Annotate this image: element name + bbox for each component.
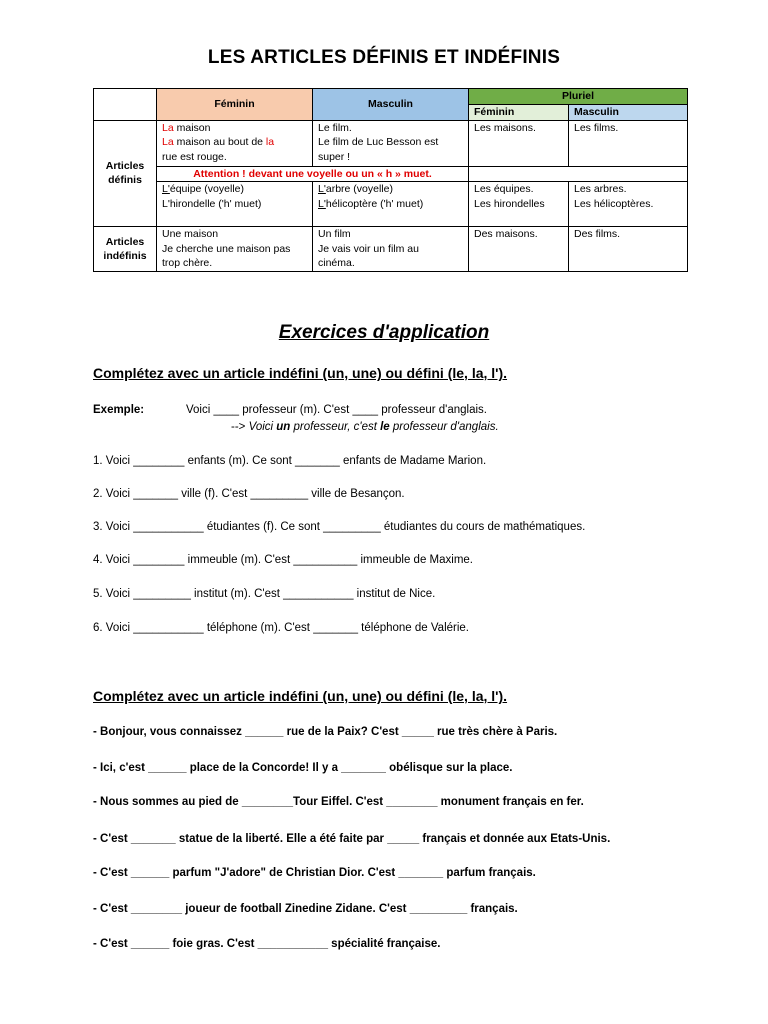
exercise-item: - Bonjour, vous connaissez ______ rue de la Paix? C'est _____ rue très chère à Paris. (93, 726, 558, 738)
exercises-title: Exercices d'application (278, 322, 490, 343)
cell-text: Les arbres. (574, 183, 627, 195)
exercise-item: - C'est ______ parfum "J'adore" de Christian Dior. C'est _______ parfum français. (93, 867, 536, 879)
exercise-item: - Ici, c'est ______ place de la Concorde! Il y a _______ obélisque sur la place. (93, 762, 513, 774)
cell-elision-feminin (157, 182, 313, 227)
cell-text: hélicoptère ('h' muet) (325, 197, 424, 210)
cell-elision-pluriel-masculin (569, 182, 688, 227)
answer-text: Voici (248, 421, 277, 433)
article-la: la (265, 136, 275, 148)
cell-indefinis-pluriel-feminin: Des maisons. (469, 227, 569, 272)
exercise-item: - C'est ________ joueur de football Zinedine Zidane. C'est _________ français. (93, 903, 518, 915)
answer-text: professeur d'anglais. (389, 421, 499, 433)
cell-text: trop chère. (162, 257, 213, 269)
table-corner-cell (94, 89, 157, 121)
row-label-definis (94, 120, 157, 227)
exercise-item: - Nous sommes au pied de ________Tour Eiffel. C'est ________ monument français en fer. (93, 796, 584, 808)
cell-elision-masculin (313, 182, 469, 227)
cell-indefinis-feminin (157, 227, 313, 272)
section1-heading: Complétez avec un article indéfini (un, une) ou défini (le, la, l'). (93, 365, 508, 381)
answer-article-un: un (276, 421, 291, 433)
cell-text: Les hirondelles (474, 197, 545, 210)
exercise-item: 6. Voici ___________ téléphone (m). C'est _______ téléphone de Valérie. (93, 622, 470, 634)
exercise-item: 1. Voici ________ enfants (m). Ce sont _______ enfants de Madame Marion. (93, 455, 487, 467)
example-answer (231, 421, 499, 433)
article-la: La (162, 136, 174, 148)
header-pluriel: Pluriel (469, 89, 688, 105)
example-text: Voici ____ professeur (m). C'est ____ professeur d'anglais. (186, 404, 487, 416)
empty-cell (469, 166, 688, 182)
cell-text: Une maison (162, 228, 219, 240)
cell-text: cinéma. (318, 257, 355, 269)
row-label-indefinis (94, 227, 157, 272)
header-feminin: Féminin (157, 89, 313, 121)
exercise-item: 2. Voici _______ ville (f). C'est _________ ville de Besançon. (93, 488, 405, 500)
answer-text: professeur, c'est (290, 421, 381, 433)
cell-text: maison au bout de (173, 136, 266, 148)
cell-text: super ! (318, 150, 351, 163)
cell-text: Les hélicoptères. (574, 197, 654, 210)
cell-text: Le film de Luc Besson est (318, 136, 439, 148)
exercise-item: 3. Voici ___________ étudiantes (f). Ce sont _________ étudiantes du cours de mathématiques. (93, 521, 586, 533)
article-l: L' (318, 197, 326, 210)
row-label-indefinis-line1: Articles (105, 235, 145, 248)
cell-text: Je vais voir un film au (318, 242, 419, 255)
exercise-item: - C'est _______ statue de la liberté. Elle a été faite par _____ français et donnée aux Etats-Unis. (93, 833, 611, 845)
row-label-indefinis-line2: indéfinis (103, 250, 147, 262)
cell-definis-masculin (313, 120, 469, 166)
cell-indefinis-pluriel-masculin: Des films. (569, 227, 688, 272)
cell-text: Les équipes. (474, 183, 534, 195)
article-la: La (162, 121, 174, 134)
cell-elision-pluriel-feminin (469, 182, 569, 227)
example-label: Exemple: (93, 404, 145, 416)
cell-definis-feminin (157, 120, 313, 166)
exercise-item: 5. Voici _________ institut (m). C'est ___________ institut de Nice. (93, 588, 436, 600)
cell-text: L'hirondelle ('h' muet) (162, 197, 262, 210)
cell-text: Le film. (318, 121, 352, 134)
cell-text: Un film (318, 228, 351, 240)
cell-text: maison (173, 121, 211, 134)
cell-definis-pluriel-feminin: Les maisons. (469, 120, 569, 166)
section2-heading: Complétez avec un article indéfini (un, une) ou défini (le, la, l'). (93, 688, 508, 704)
article-l: L' (318, 183, 326, 195)
exercise-item: 4. Voici ________ immeuble (m). C'est __________ immeuble de Maxime. (93, 554, 473, 566)
articles-table (93, 88, 688, 272)
attention-note: Attention ! devant une voyelle ou un « h » muet. (157, 166, 469, 182)
page-title: LES ARTICLES DÉFINIS ET INDÉFINIS (207, 47, 561, 68)
article-l: L' (162, 183, 170, 195)
cell-text: équipe (voyelle) (169, 183, 244, 195)
cell-text: Je cherche une maison pas (162, 242, 291, 255)
arrow: --> (231, 421, 249, 433)
cell-definis-pluriel-masculin: Les films. (569, 120, 688, 166)
cell-indefinis-masculin (313, 227, 469, 272)
answer-article-le: le (380, 421, 390, 433)
header-pluriel-feminin: Féminin (469, 105, 569, 121)
cell-text: rue est rouge. (162, 150, 227, 163)
cell-text: arbre (voyelle) (325, 183, 393, 195)
header-masculin: Masculin (313, 89, 469, 121)
row-label-definis-line2: définis (108, 174, 142, 187)
header-pluriel-masculin: Masculin (569, 105, 688, 121)
row-label-definis-line1: Articles (105, 159, 145, 172)
exercise-item: - C'est ______ foie gras. C'est ___________ spécialité française. (93, 938, 441, 950)
